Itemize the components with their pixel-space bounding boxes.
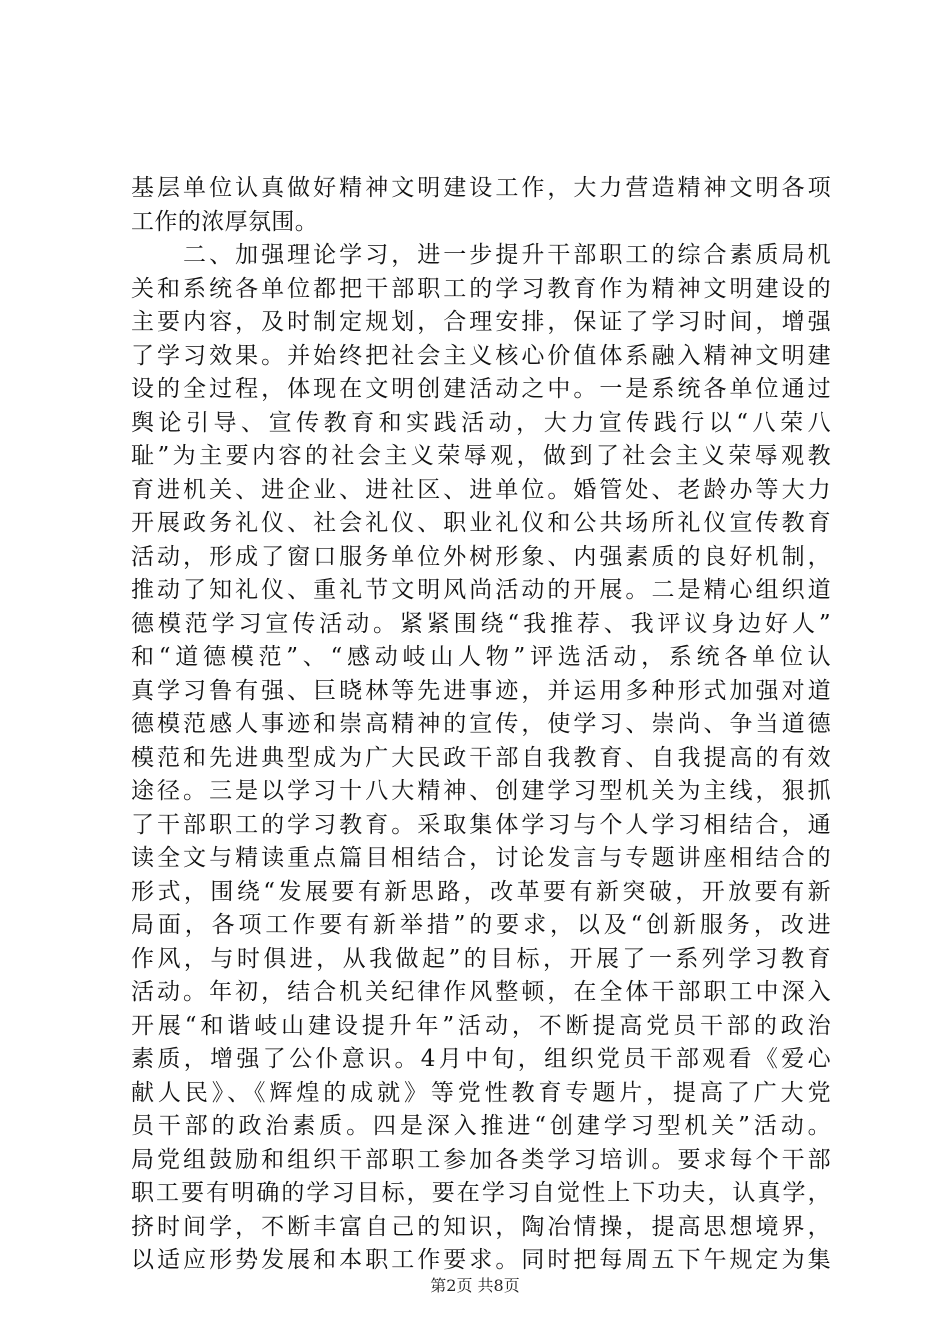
text-line: 挤时间学，不断丰富自己的知识，陶冶情操，提高思想境界， <box>131 1213 831 1240</box>
text-line: 真学习鲁有强、巨晓林等先进事迹，并运用多种形式加强对道 <box>131 677 831 704</box>
text-line: 局面，各项工作要有新举措”的要求，以及“创新服务，改进 <box>131 912 831 938</box>
text-line: 献人民》、《辉煌的成就》等党性教育专题片，提高了广大党 <box>131 1079 831 1106</box>
text-line: 职工要有明确的学习目标，要在学习自觉性上下功夫，认真学， <box>131 1180 831 1206</box>
text-line: 活动，形成了窗口服务单位外树形象、内强素质的良好机制， <box>131 543 831 570</box>
text-line: 主要内容，及时制定规划，合理安排，保证了学习时间，增强 <box>131 309 831 335</box>
text-line: 模范和先进典型成为广大民政干部自我教育、自我提高的有效 <box>131 744 831 771</box>
text-line: 德模范学习宣传活动。紧紧围绕“我推荐、我评议身边好人” <box>131 610 831 637</box>
text-line: 素质，增强了公仆意识。4月中旬，组织党员干部观看《爱心 <box>131 1046 831 1072</box>
text-line: 育进机关、进企业、进社区、进单位。婚管处、老龄办等大力 <box>131 476 831 503</box>
text-line: 设的全过程，体现在文明创建活动之中。一是系统各单位通过 <box>131 376 831 402</box>
text-line: 途径。三是以学习十八大精神、创建学习型机关为主线，狠抓 <box>131 778 831 804</box>
text-line: 了干部职工的学习教育。采取集体学习与个人学习相结合，通 <box>131 811 831 838</box>
text-line: 作风，与时俱进，从我做起”的目标，开展了一系列学习教育 <box>131 945 831 972</box>
text-line: 基层单位认真做好精神文明建设工作，大力营造精神文明各项 <box>131 175 831 201</box>
page-footer: 第2页 共8页 <box>430 1276 520 1295</box>
text-line: 以适应形势发展和本职工作要求。同时把每周五下午规定为集 <box>131 1247 831 1273</box>
text-line: 活动。年初，结合机关纪律作风整顿，在全体干部职工中深入 <box>131 979 831 1005</box>
text-line: 舆论引导、宣传教育和实践活动，大力宣传践行以“八荣八 <box>131 409 831 436</box>
body-text <box>131 172 831 1278</box>
text-line: 员干部的政治素质。四是深入推进“创建学习型机关”活动。 <box>131 1113 831 1139</box>
text-line: 关和系统各单位都把干部职工的学习教育作为精神文明建设的 <box>131 275 831 302</box>
text-line: 耻”为主要内容的社会主义荣辱观，做到了社会主义荣辱观教 <box>131 443 831 469</box>
text-line: 工作的浓厚氛围。 <box>131 208 319 235</box>
text-line: 开展“和谐岐山建设提升年”活动，不断提高党员干部的政治 <box>131 1012 831 1039</box>
text-line: 了学习效果。并始终把社会主义核心价值体系融入精神文明建 <box>131 342 831 369</box>
text-line: 德模范感人事迹和崇高精神的宣传，使学习、崇尚、争当道德 <box>131 711 831 737</box>
text-line: 局党组鼓励和组织干部职工参加各类学习培训。要求每个干部 <box>131 1146 831 1173</box>
text-line: 二、加强理论学习，进一步提升干部职工的综合素质局机 <box>131 242 831 268</box>
text-line: 读全文与精读重点篇目相结合，讨论发言与专题讲座相结合的 <box>131 845 831 871</box>
text-line: 推动了知礼仪、重礼节文明风尚活动的开展。二是精心组织道 <box>131 577 831 603</box>
text-line: 形式，围绕“发展要有新思路，改革要有新突破，开放要有新 <box>131 878 831 905</box>
text-line: 开展政务礼仪、社会礼仪、职业礼仪和公共场所礼仪宣传教育 <box>131 510 831 536</box>
text-line: 和“道德模范”、“感动岐山人物”评选活动，系统各单位认 <box>131 644 831 670</box>
